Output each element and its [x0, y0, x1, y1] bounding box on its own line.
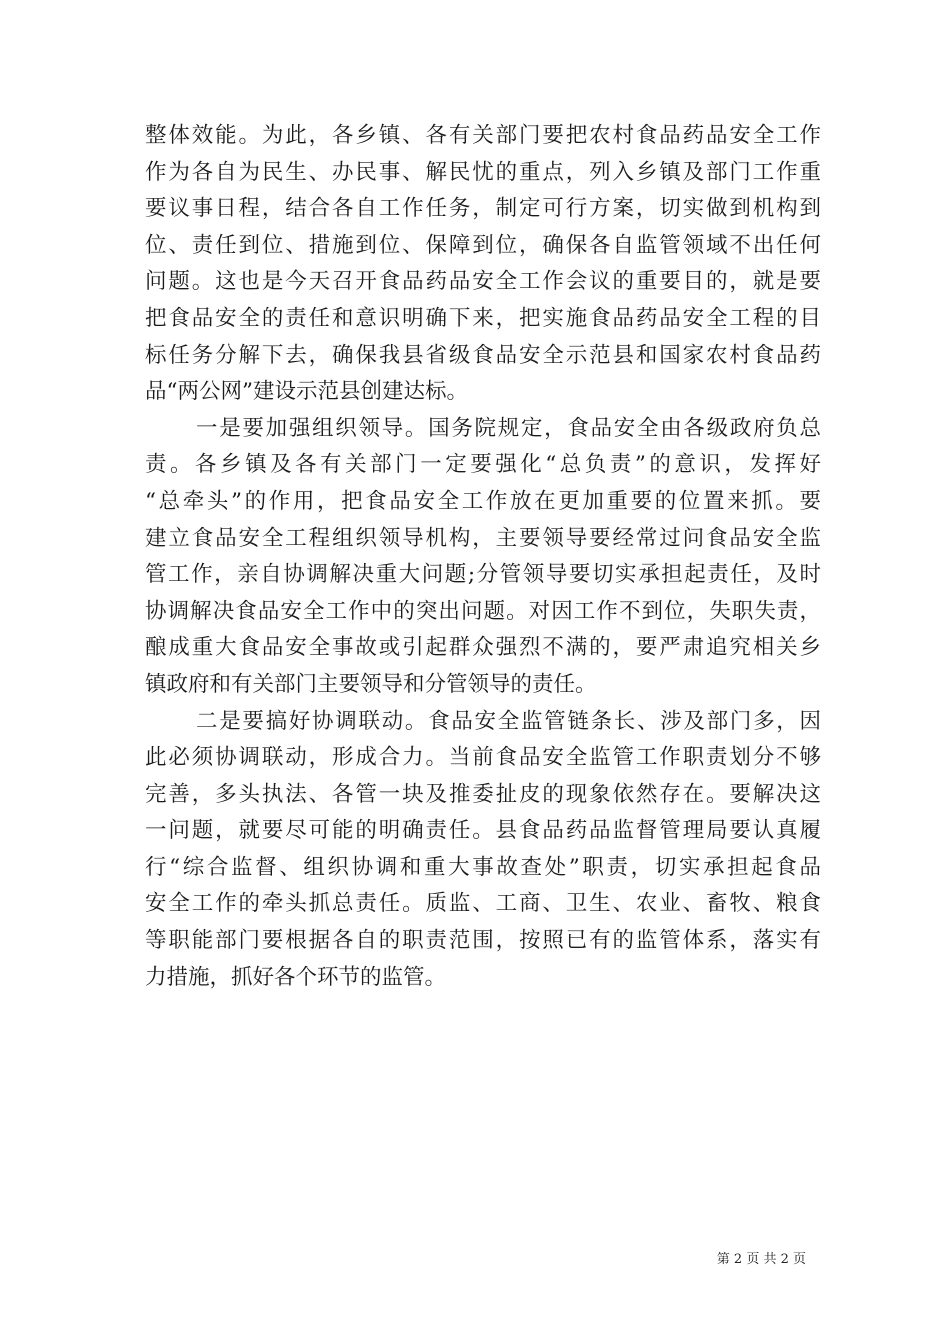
text-line: 此必须协调联动，形成合力。当前食品安全监管工作职责划分不够	[145, 745, 821, 771]
text-line: 行“综合监督、组织协调和重大事故查处”职责，切实承担起食品	[145, 854, 821, 880]
page-number: 第 2 页 共 2 页	[716, 1252, 806, 1267]
text-line: 问题。这也是今天召开食品药品安全工作会议的重要目的，就是要	[145, 269, 821, 295]
text-line: 品“两公网”建设示范县创建达标。	[145, 379, 468, 405]
text-line: 镇政府和有关部门主要领导和分管领导的责任。	[145, 671, 597, 697]
text-line: 要议事日程，结合各自工作任务，制定可行方案，切实做到机构到	[145, 196, 821, 222]
text-line: 安全工作的牵头抓总责任。质监、工商、卫生、农业、畜牧、粮食	[145, 891, 821, 917]
text-line: 等职能部门要根据各自的职责范围，按照已有的监管体系，落实有	[145, 928, 821, 954]
document-body	[145, 118, 821, 996]
text-line: 二是要搞好协调联动。食品安全监管链条长、涉及部门多，因	[196, 708, 821, 734]
text-line: 一是要加强组织领导。国务院规定，食品安全由各级政府负总	[196, 415, 821, 441]
text-line: 管工作，亲自协调解决重大问题;分管领导要切实承担起责任，及时	[145, 562, 821, 588]
paragraph	[145, 118, 821, 411]
text-line: “总牵头”的作用，把食品安全工作放在更加重要的位置来抓。要	[145, 488, 821, 514]
text-line: 建立食品安全工程组织领导机构，主要领导要经常过问食品安全监	[145, 525, 821, 551]
text-line: 把食品安全的责任和意识明确下来，把实施食品药品安全工程的目	[145, 305, 821, 331]
text-line: 酿成重大食品安全事故或引起群众强烈不满的，要严肃追究相关乡	[145, 635, 821, 661]
text-line: 位、责任到位、措施到位、保障到位，确保各自监管领域不出任何	[145, 232, 821, 258]
paragraph	[145, 411, 821, 704]
text-line: 整体效能。为此，各乡镇、各有关部门要把农村食品药品安全工作	[145, 123, 821, 148]
paragraph	[145, 704, 821, 997]
text-line: 标任务分解下去，确保我县省级食品安全示范县和国家农村食品药	[145, 342, 821, 368]
text-line: 一问题，就要尽可能的明确责任。县食品药品监督管理局要认真履	[145, 818, 821, 844]
text-line: 力措施，抓好各个环节的监管。	[145, 964, 447, 990]
text-line: 作为各自为民生、办民事、解民忧的重点，列入乡镇及部门工作重	[145, 159, 821, 185]
text-line: 协调解决食品安全工作中的突出问题。对因工作不到位，失职失责，	[145, 598, 821, 624]
text-line: 责。各乡镇及各有关部门一定要强化“总负责”的意识，发挥好	[145, 452, 821, 478]
text-line: 完善，多头执法、各管一块及推委扯皮的现象依然存在。要解决这	[145, 781, 821, 807]
